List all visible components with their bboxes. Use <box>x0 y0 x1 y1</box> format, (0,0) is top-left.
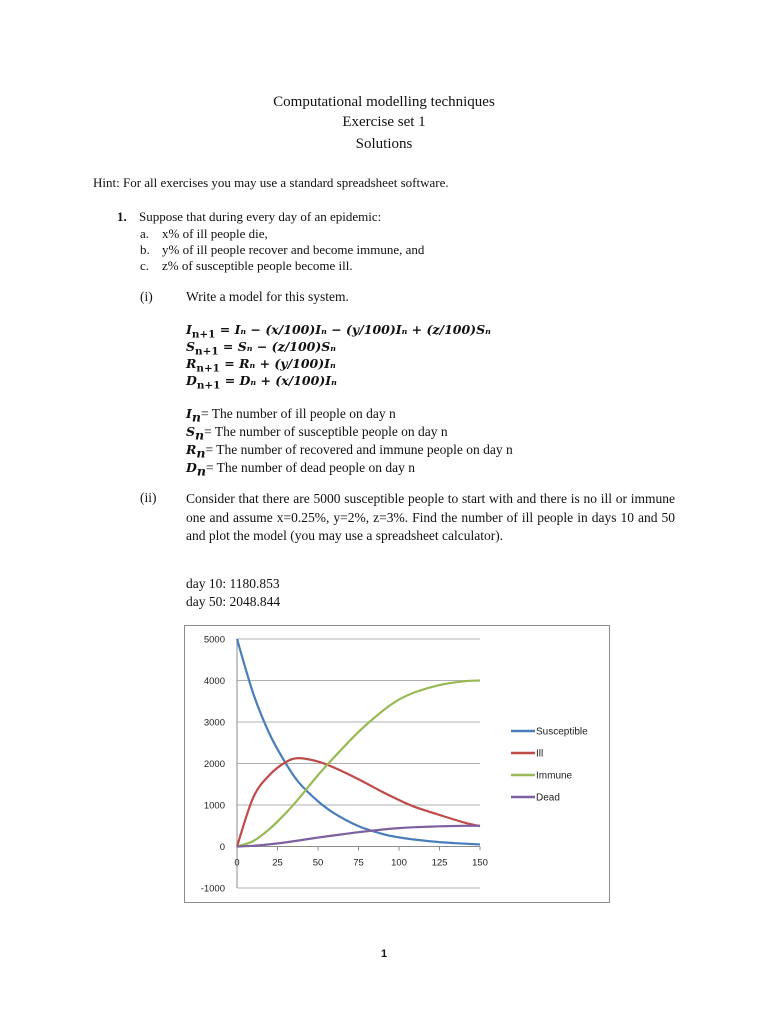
equation-lhs: I <box>186 322 192 337</box>
item-label: b. <box>140 242 150 257</box>
x-tick-label: 100 <box>391 857 407 869</box>
y-tick-label: 5000 <box>203 634 225 646</box>
definition-symbol-sub: n <box>196 463 206 479</box>
series-line-susceptible <box>237 639 480 844</box>
legend-label-susceptible: Susceptible <box>536 726 588 738</box>
item-text: z% of susceptible people become ill. <box>162 258 353 273</box>
legend-label-ill: Ill <box>536 748 544 760</box>
equation-rhs: = Iₙ − (x/100)Iₙ − (y/100)Iₙ + (z/100)Sₙ <box>219 322 491 337</box>
question-intro: Suppose that during every day of an epidemic: <box>139 209 382 224</box>
y-tick-label: 0 <box>219 842 225 853</box>
equation-lhs-sub: n+1 <box>195 345 219 358</box>
equation-dead <box>186 373 337 392</box>
definition-recovered <box>186 442 513 461</box>
page-number: 1 <box>380 948 388 960</box>
y-tick-label: 2000 <box>203 759 225 770</box>
equation-recovered <box>186 356 336 375</box>
equation-lhs: S <box>186 339 196 354</box>
x-tick-label: 25 <box>272 857 283 869</box>
equation-lhs-sub: n+1 <box>191 328 216 341</box>
x-tick-label: 150 <box>472 857 488 869</box>
equation-rhs: = Dₙ + (x/100)Iₙ <box>224 373 337 388</box>
document-title: Computational modelling techniques <box>273 94 495 110</box>
equation-rhs: = Rₙ + (y/100)Iₙ <box>224 356 336 371</box>
epidemic-chart <box>184 625 610 903</box>
item-label: c. <box>140 258 150 273</box>
chart-canvas <box>185 626 609 902</box>
y-tick-label: 4000 <box>203 676 225 687</box>
definition-text: = The number of dead people on day n <box>205 460 415 475</box>
y-tick-label: 1000 <box>203 800 225 812</box>
equation-rhs: = Sₙ − (z/100)Sₙ <box>222 339 337 354</box>
hint-text: Hint: For all exercises you may use a standard spreadsheet software. <box>93 175 449 190</box>
part-i-label: (i) <box>140 289 153 304</box>
document-subtitle: Exercise set 1 <box>342 114 426 130</box>
part-ii-text: Consider that there are 5000 susceptible people to start with and there is no ill or immune one and assume x=0.25%, y=2%, z=3%. Find the number of ill people in days 10 and 50 and plot the model (you may use a spreadsheet calculator). <box>186 491 675 543</box>
definition-text: = The number of ill people on day n <box>200 406 396 421</box>
answer-day-50: day 50: 2048.844 <box>186 594 281 609</box>
equation-lhs-sub: n+1 <box>196 379 221 392</box>
definition-symbol: D <box>186 460 197 475</box>
item-text: y% of ill people recover and become immune, and <box>162 242 425 257</box>
x-tick-label: 75 <box>353 857 364 869</box>
definition-dead <box>186 460 415 479</box>
x-tick-label: 50 <box>312 857 324 869</box>
definition-susceptible <box>186 424 448 443</box>
definition-symbol-sub: n <box>195 427 205 443</box>
document-solutions-heading: Solutions <box>355 136 413 152</box>
definition-symbol: R <box>186 442 197 457</box>
answer-day-10: day 10: 1180.853 <box>186 576 280 591</box>
item-text: x% of ill people die, <box>162 226 268 241</box>
y-tick-label: -1000 <box>200 883 225 895</box>
part-i-text: Write a model for this system. <box>186 289 349 304</box>
question-number: 1. <box>117 209 127 224</box>
equation-lhs: R <box>186 356 197 371</box>
definition-ill <box>186 406 396 425</box>
equation-ill <box>186 322 491 341</box>
x-tick-label: 0 <box>234 857 240 869</box>
part-ii-label: (ii) <box>140 490 157 505</box>
equation-lhs-sub: n+1 <box>196 362 220 375</box>
definition-symbol-sub: n <box>191 409 201 425</box>
legend-label-dead: Dead <box>536 792 560 804</box>
definition-text: = The number of susceptible people on day n <box>204 424 448 439</box>
definition-symbol: S <box>186 424 196 439</box>
y-tick-label: 3000 <box>203 717 225 729</box>
equation-susceptible <box>186 339 336 358</box>
x-tick-label: 125 <box>431 857 448 869</box>
definition-symbol-sub: n <box>196 445 206 461</box>
item-label: a. <box>140 226 150 241</box>
definition-symbol: I <box>186 406 192 421</box>
legend-label-immune: Immune <box>536 770 573 782</box>
definition-text: = The number of recovered and immune people on day n <box>205 442 513 457</box>
equation-lhs: D <box>186 373 197 388</box>
